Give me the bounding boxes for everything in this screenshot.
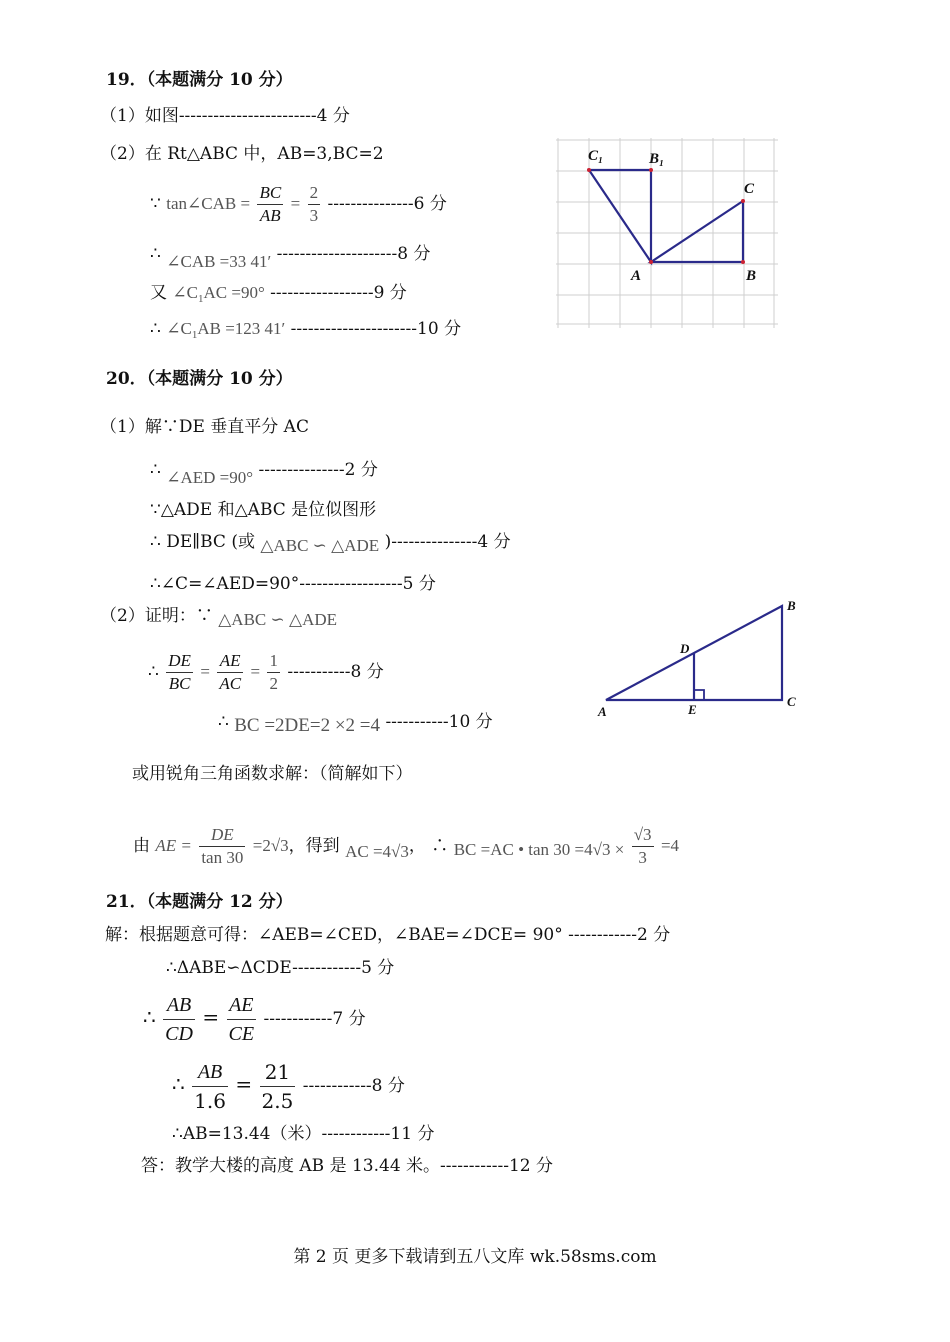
q20-title: 20．（本题满分 10 分）	[106, 369, 293, 389]
q19-line-tan	[150, 182, 447, 227]
q19-line-angle	[150, 243, 431, 271]
q21-title: 21．（本题满分 12 分）	[106, 892, 293, 912]
q20-line-similar-figures: ∵△ADE 和△ABC 是位似图形	[150, 500, 377, 520]
fraction-de-bc: $\frac{DE}{BC}$	[168, 651, 191, 693]
therefore-symbol: ∴	[150, 319, 161, 339]
q21-answer: 答：教学大楼的高度 AB 是 13.44 米。------------12 分	[141, 1156, 554, 1176]
numerator: 2	[308, 182, 321, 205]
page-footer: 第 2 页 更多下载请到五八文库 wk.58sms.com	[293, 1247, 657, 1267]
denominator: AB	[259, 206, 281, 225]
q21-line-substitution: ∴ $\frac{AB}{1.6}$ = $\frac{21}{2.5}$ ------------8 分	[172, 1060, 405, 1113]
q19-title: 19．（本题满分 10 分）	[106, 70, 293, 90]
fraction-root3-over-3: $\frac{√3}{3}$	[633, 825, 652, 867]
similar-expression: △ABC ∽ △ADE	[218, 610, 338, 629]
q21-line-angles: 解：根据题意可得：∠AEB=∠CED，∠BAE=∠DCE= 90° ------------2 分	[105, 925, 671, 945]
therefore-symbol: ∴	[150, 244, 161, 264]
score-mark: -----------8 分	[287, 662, 384, 682]
fraction-ab-1-6: $\frac{AB}{1.6}$	[192, 1058, 228, 1115]
angle-c1ac: $\angle C_1AC =90^\circ$	[172, 283, 265, 305]
q19-line-result	[150, 318, 461, 342]
label-c1: C₁	[588, 148, 604, 164]
q21-line-similar: ∴ΔABE∽ΔCDE------------5 分	[166, 958, 395, 978]
q21-line-result: ∴AB=13.44（米）------------11 分	[172, 1124, 435, 1144]
label-c: C	[744, 181, 755, 197]
q20-line-ratio: ∴ $\frac{DE}{BC}$ = $\frac{AE}{AC}$ = $\frac{1}{2}$ -----------8 分	[148, 651, 384, 693]
fraction-one-half: $\frac{1}{2}$	[269, 651, 278, 693]
score-mark: ----------------------10 分	[290, 319, 462, 339]
also-symbol: 又	[150, 283, 167, 303]
q20-alternative: 或用锐角三角函数求解：（简解如下）	[132, 764, 413, 784]
angle-c1ab: $\angle C_1AB =123$ 41′	[166, 319, 286, 341]
score-mark: ------------------9 分	[270, 283, 407, 303]
score-mark: -----------10 分	[385, 712, 493, 732]
label-b1: B₁	[649, 151, 665, 167]
label-c: C	[787, 694, 796, 709]
equals-sign: =	[290, 194, 301, 213]
fraction-ab-cd: $\frac{AB}{CD}$	[163, 991, 195, 1048]
numerator: BC	[257, 182, 283, 205]
triangle-abc	[651, 201, 743, 262]
score-mark: ---------------2 分	[258, 460, 378, 480]
q21-line-proportion: ∴ $\frac{AB}{CD}$ = $\frac{AE}{CE}$ ------------7 分	[143, 991, 366, 1048]
similar-expression: △ABC ∽ △ADE	[260, 536, 380, 555]
q19-line-right-angle	[150, 282, 407, 306]
score-mark: )---------------4 分	[384, 532, 511, 552]
grid-lines	[556, 138, 778, 328]
q20-part2: （2）证明：∵ △ABC ∽ △ADE	[100, 606, 338, 629]
fraction-bc-ab	[257, 182, 283, 227]
angle-cab-value: ∠CAB =33 41′	[166, 252, 272, 271]
therefore-symbol: ∴	[150, 460, 161, 480]
q20-trig-solution: 由 AE = $\frac{DE}{\tan 30}$ =2√3，得到 AC =4√3， ∴ BC =AC • tan 30 =4√3 × $\frac{√3}{3}$ =4	[133, 825, 680, 867]
q20-triangle-figure	[594, 596, 809, 721]
label-a: A	[631, 268, 642, 284]
q19-part2: （2）在 Rt△ABC 中，AB=3,BC=2	[100, 144, 384, 164]
label-b: B	[746, 268, 757, 284]
because-symbol: ∵	[150, 194, 161, 214]
fraction-21-2-5: $\frac{21}{2.5}$	[261, 1060, 294, 1113]
q20-line-aed	[150, 459, 378, 487]
score-mark: ------------7 分	[263, 1009, 366, 1029]
q20-line-angle-c: ∴∠C=∠AED=90°------------------5 分	[150, 574, 436, 594]
tan-expression: tan∠CAB =	[166, 194, 251, 213]
score-mark: ------------8 分	[302, 1076, 405, 1096]
score-mark: ---------------6 分	[327, 194, 447, 214]
label-d: D	[680, 641, 690, 656]
label-a: A	[598, 704, 607, 719]
right-angle-mark	[694, 690, 704, 700]
label-e: E	[688, 702, 697, 717]
label-b: B	[787, 598, 796, 613]
q19-grid-figure	[556, 138, 778, 328]
denominator: 3	[309, 206, 319, 225]
q20-line-parallel: ∴ DE∥BC (或 △ABC ∽ △ADE )---------------4 分	[150, 532, 511, 555]
q19-part1: （1）如图------------------------4 分	[100, 106, 350, 126]
fraction-ae-ce: $\frac{AE}{CE}$	[227, 991, 257, 1048]
score-mark: ---------------------8 分	[276, 244, 431, 264]
fraction-two-thirds	[308, 182, 321, 227]
q20-part1: （1）解∵DE 垂直平分 AC	[100, 417, 309, 437]
angle-aed: ∠AED =90°	[166, 468, 254, 487]
fraction-ae-ac: $\frac{AE}{AC}$	[219, 651, 242, 693]
bc-value: BC =2DE=2 ×2 =4	[234, 715, 381, 736]
fraction-de-tan30: $\frac{DE}{\tan 30}$	[201, 825, 244, 867]
q20-line-bc: ∴ BC =2DE=2 ×2 =4 -----------10 分	[218, 712, 493, 736]
